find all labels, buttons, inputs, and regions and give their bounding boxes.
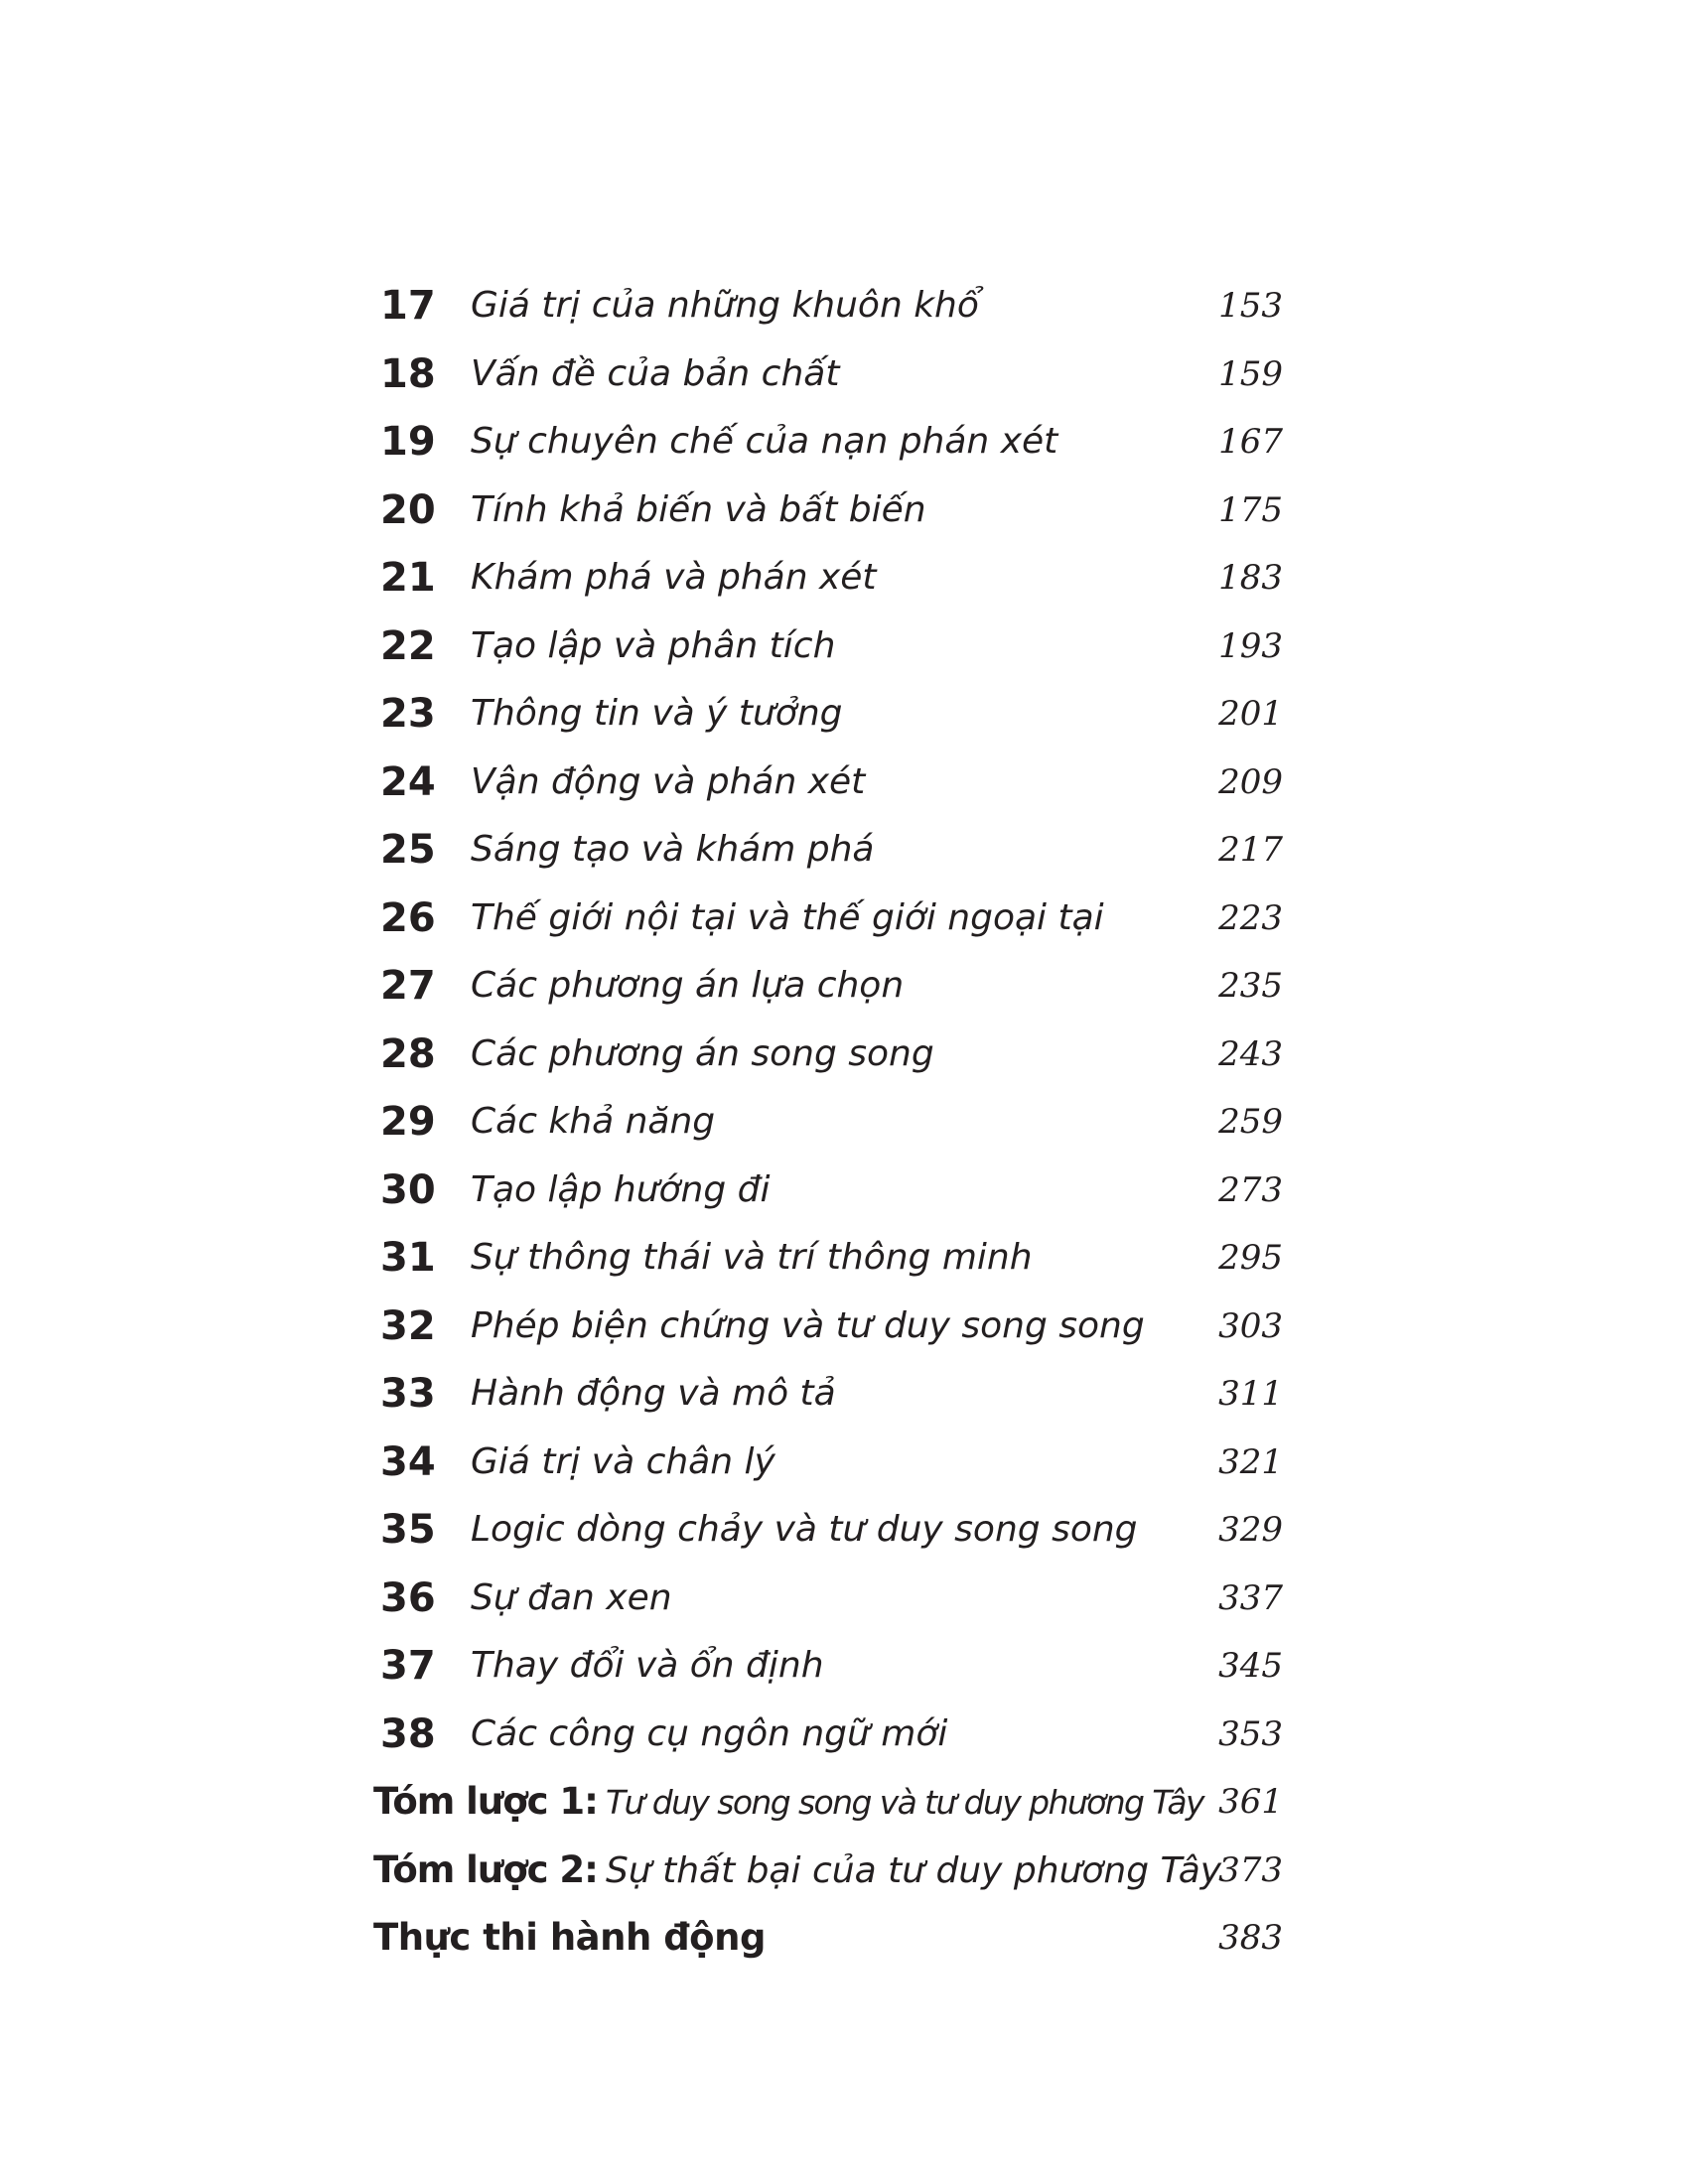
chapter-title: Sự chuyên chế của nạn phán xét xyxy=(471,421,1058,462)
chapter-number: 35 xyxy=(380,1507,436,1553)
chapter-title: Tạo lập và phân tích xyxy=(471,624,836,666)
chapter-title: Vấn đề của bản chất xyxy=(471,352,840,394)
page-number: 217 xyxy=(1218,830,1283,870)
toc-entry-23 xyxy=(373,680,1283,749)
toc-entry-21 xyxy=(373,544,1283,613)
toc-entry-24 xyxy=(373,749,1283,817)
chapter-number: 37 xyxy=(380,1643,436,1689)
chapter-number: 32 xyxy=(380,1302,436,1349)
chapter-title: Giá trị và chân lý xyxy=(471,1440,775,1482)
page-number: 159 xyxy=(1218,353,1283,394)
page-number: 193 xyxy=(1218,625,1283,666)
toc-entry-37 xyxy=(373,1632,1283,1701)
chapter-title: Vận động và phán xét xyxy=(471,760,866,802)
page-number: 235 xyxy=(1218,966,1283,1006)
table-of-contents xyxy=(373,272,1283,1973)
chapter-number: 30 xyxy=(380,1166,436,1213)
chapter-number: 23 xyxy=(380,691,436,737)
toc-summary-2 xyxy=(373,1837,1283,1905)
chapter-number: 21 xyxy=(380,555,436,601)
chapter-title: Thay đổi và ổn định xyxy=(471,1645,824,1686)
summary-label: Tóm lược 2: xyxy=(373,1847,598,1891)
toc-entry-27 xyxy=(373,952,1283,1021)
chapter-number: 19 xyxy=(380,419,436,465)
chapter-title: Logic dòng chảy và tư duy song song xyxy=(471,1509,1138,1550)
chapter-title: Các phương án lựa chọn xyxy=(471,965,905,1006)
chapter-number: 24 xyxy=(380,758,436,805)
summary-heading xyxy=(373,1837,1221,1912)
toc-entry-36 xyxy=(373,1565,1283,1633)
chapter-number: 36 xyxy=(380,1574,436,1621)
chapter-number: 26 xyxy=(380,894,436,941)
page-number: 373 xyxy=(1218,1849,1283,1890)
chapter-number: 33 xyxy=(380,1371,436,1417)
page-number: 243 xyxy=(1218,1033,1283,1074)
chapter-title: Sự đan xen xyxy=(471,1576,672,1618)
toc-entry-29 xyxy=(373,1088,1283,1157)
chapter-title: Các công cụ ngôn ngữ mới xyxy=(471,1712,948,1754)
toc-entry-28 xyxy=(373,1021,1283,1089)
chapter-number: 34 xyxy=(380,1438,436,1485)
page-number: 201 xyxy=(1218,694,1283,734)
toc-entry-18 xyxy=(373,341,1283,409)
toc-entry-33 xyxy=(373,1360,1283,1429)
page-number: 383 xyxy=(1218,1918,1283,1958)
chapter-title: Giá trị của những khuôn khổ xyxy=(471,285,979,326)
toc-entry-34 xyxy=(373,1429,1283,1497)
page-number: 175 xyxy=(1218,489,1283,530)
chapter-title: Tạo lập hướng đi xyxy=(471,1168,771,1210)
page-number: 303 xyxy=(1218,1305,1283,1346)
chapter-number: 22 xyxy=(380,622,436,669)
page-number: 167 xyxy=(1218,422,1283,462)
summary-heading xyxy=(373,1768,1203,1843)
chapter-number: 31 xyxy=(380,1235,436,1281)
chapter-title: Thông tin và ý tưởng xyxy=(471,693,843,734)
chapter-number: 17 xyxy=(380,283,436,329)
chapter-number: 20 xyxy=(380,486,436,533)
page-number: 353 xyxy=(1218,1713,1283,1754)
toc-entry-20 xyxy=(373,477,1283,545)
page-number: 153 xyxy=(1218,286,1283,326)
toc-entry-22 xyxy=(373,613,1283,681)
page-number: 329 xyxy=(1218,1510,1283,1550)
chapter-title: Phép biện chứng và tư duy song song xyxy=(471,1304,1145,1346)
toc-entry-38 xyxy=(373,1701,1283,1769)
chapter-title: Các khả năng xyxy=(471,1101,716,1142)
summary-title: Sự thất bại của tư duy phương Tây xyxy=(605,1849,1222,1891)
toc-summary-1 xyxy=(373,1768,1283,1837)
page-number: 273 xyxy=(1218,1169,1283,1210)
summary-label: Tóm lược 1: xyxy=(373,1780,598,1823)
toc-entry-30 xyxy=(373,1157,1283,1225)
page-number: 321 xyxy=(1218,1441,1283,1482)
toc-entry-32 xyxy=(373,1293,1283,1361)
page-number: 337 xyxy=(1218,1577,1283,1618)
summary-title: Tư duy song song và tư duy phương Tây xyxy=(605,1783,1203,1822)
page-number: 259 xyxy=(1218,1102,1283,1142)
final-entry-label: Thực thi hành động xyxy=(373,1916,766,1959)
toc-entry-19 xyxy=(373,408,1283,477)
chapter-title: Tính khả biến và bất biến xyxy=(471,488,926,530)
toc-entry-26 xyxy=(373,885,1283,953)
page-number: 361 xyxy=(1218,1782,1283,1822)
toc-entry-31 xyxy=(373,1224,1283,1293)
chapter-number: 38 xyxy=(380,1710,436,1757)
chapter-number: 18 xyxy=(380,350,436,397)
page-number: 223 xyxy=(1218,897,1283,938)
chapter-title: Sáng tạo và khám phá xyxy=(471,829,875,870)
page-number: 183 xyxy=(1218,558,1283,598)
page-number: 209 xyxy=(1218,761,1283,802)
toc-entry-35 xyxy=(373,1496,1283,1565)
page-number: 311 xyxy=(1218,1374,1283,1414)
toc-entry-17 xyxy=(373,272,1283,341)
chapter-title: Các phương án song song xyxy=(471,1032,934,1074)
chapter-number: 27 xyxy=(380,963,436,1009)
chapter-number: 28 xyxy=(380,1030,436,1077)
page-number: 345 xyxy=(1218,1646,1283,1686)
chapter-number: 25 xyxy=(380,827,436,873)
page-number: 295 xyxy=(1218,1238,1283,1278)
chapter-title: Sự thông thái và trí thông minh xyxy=(471,1237,1033,1278)
chapter-title: Khám phá và phán xét xyxy=(471,557,877,598)
toc-entry-25 xyxy=(373,816,1283,885)
toc-final-entry xyxy=(373,1904,1283,1973)
chapter-title: Hành động và mô tả xyxy=(471,1373,836,1414)
chapter-title: Thế giới nội tại và thế giới ngoại tại xyxy=(471,896,1104,938)
chapter-number: 29 xyxy=(380,1099,436,1145)
